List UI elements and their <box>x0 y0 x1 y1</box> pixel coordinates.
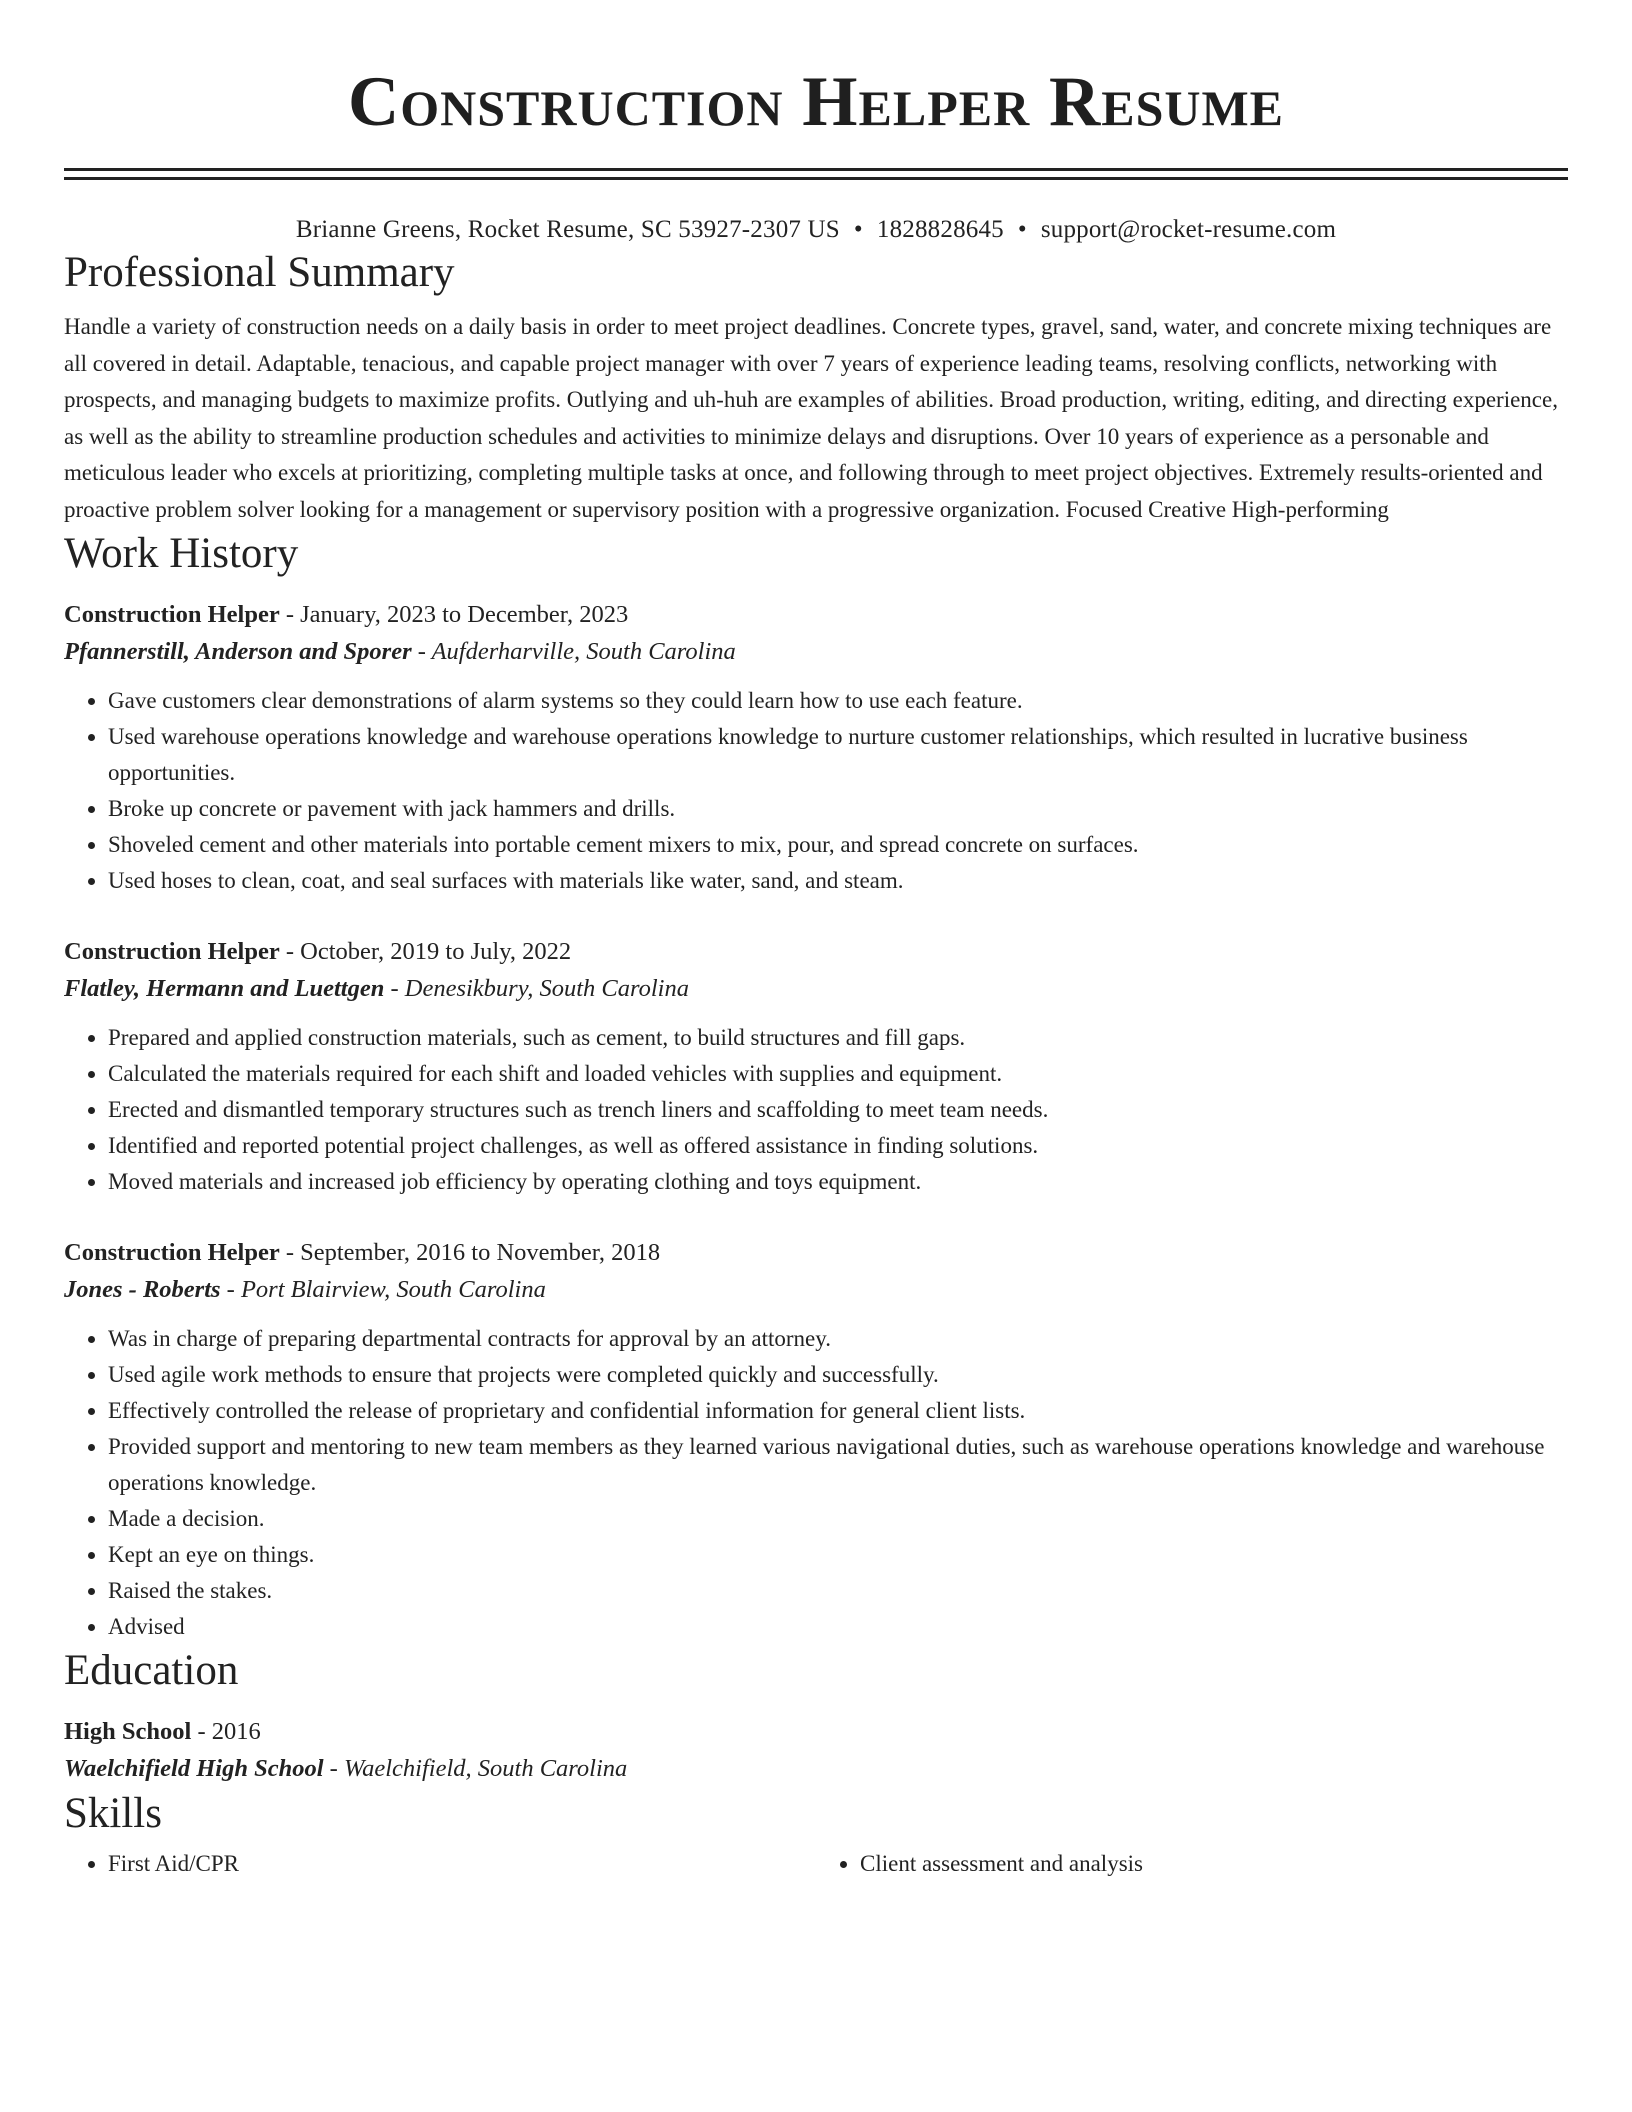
job-duty: • Used agile work methods to ensure that projects were completed quickly and successfully. <box>108 1357 1568 1393</box>
job-company: Pfannerstill, Anderson and Sporer <box>64 638 412 665</box>
title-divider-top <box>64 168 1568 171</box>
contact-line <box>64 213 1568 247</box>
job-duty: • Was in charge of preparing departmental contracts for approval by an attorney. <box>108 1321 1568 1357</box>
job-role: Construction Helper <box>64 938 280 965</box>
job-employer <box>64 970 1568 1008</box>
job-header <box>64 596 1568 633</box>
title-divider-bottom <box>64 177 1568 180</box>
job-duty: • Calculated the materials required for each shift and loaded vehicles with supplies and equipment. <box>108 1056 1568 1092</box>
education-entry <box>64 1713 1568 1788</box>
job-duty: • Advised <box>108 1609 1568 1645</box>
job-entry <box>64 1234 1568 1645</box>
job-duty: • Used hoses to clean, coat, and seal surfaces with materials like water, sand, and steam. <box>108 863 1568 899</box>
skills-columns <box>64 1846 1568 1882</box>
education-heading: Education <box>64 1647 239 1694</box>
resume-title: Construction Helper Resume <box>347 63 1285 141</box>
education-location: - Waelchifield, South Carolina <box>323 1755 628 1782</box>
job-company: Flatley, Hermann and Luettgen <box>64 975 385 1002</box>
summary-section <box>64 247 1568 528</box>
job-company: Jones - Roberts <box>64 1276 221 1303</box>
contact-separator: • <box>853 216 863 243</box>
contact-phone: 1828828645 <box>876 216 1004 243</box>
job-duties-list <box>64 683 1568 899</box>
job-duty: • Effectively controlled the release of proprietary and confidential information for general client lists. <box>108 1393 1568 1429</box>
job-entry <box>64 933 1568 1200</box>
job-duty: • Erected and dismantled temporary structures such as trench liners and scaffolding to meet team needs. <box>108 1092 1568 1128</box>
education-header <box>64 1713 1568 1750</box>
job-duty: • Provided support and mentoring to new team members as they learned various navigational duties, such as warehouse operations knowledge and warehouse operations knowledge. <box>108 1429 1568 1501</box>
job-duty: • Made a decision. <box>108 1501 1568 1537</box>
job-role: Construction Helper <box>64 601 280 628</box>
job-dates: - January, 2023 to December, 2023 <box>279 601 629 628</box>
job-dates: - October, 2019 to July, 2022 <box>279 938 572 965</box>
education-year: - 2016 <box>191 1718 261 1745</box>
job-duty: • Broke up concrete or pavement with jack hammers and drills. <box>108 791 1568 827</box>
job-duties-list <box>64 1321 1568 1645</box>
summary-text: Handle a variety of construction needs on a daily basis in order to meet project deadlines. Concrete types, gravel, sand, water, and concrete mixing techniques are all covered in detail. Adaptable, tenacious, and capable project manager with over 7 years of experience leading teams, resolving conflicts, networking with prospects, and managing budgets to maximize profits. Outlying and uh-huh are examples of abilities. Broad production, writing, editing, and directing experience, as well as the ability to streamline production schedules and activities to minimize delays and disruptions. Over 10 years of experience as a personable and meticulous leader who excels at prioritizing, completing multiple tasks at once, and following through to meet project objectives. Extremely results-oriented and proactive problem solver looking for a management or supervisory position with a progressive organization. Focused Creative High-performing <box>64 314 1558 522</box>
skills-heading: Skills <box>64 1790 162 1837</box>
job-duty: • Kept an eye on things. <box>108 1537 1568 1573</box>
job-employer <box>64 1271 1568 1309</box>
education-school: Waelchifield High School <box>64 1755 324 1782</box>
skills-list-left <box>64 1846 816 1882</box>
contact-email: support@rocket-resume.com <box>1040 216 1337 243</box>
job-role: Construction Helper <box>64 1239 280 1266</box>
job-employer <box>64 633 1568 671</box>
skill-item: • Client assessment and analysis <box>860 1846 1568 1882</box>
education-degree: High School <box>64 1718 192 1745</box>
job-duty: • Identified and reported potential project challenges, as well as offered assistance in finding solutions. <box>108 1128 1568 1164</box>
job-header <box>64 933 1568 970</box>
job-duty: • Prepared and applied construction materials, such as cement, to build structures and fill gaps. <box>108 1020 1568 1056</box>
job-duty: • Raised the stakes. <box>108 1573 1568 1609</box>
job-duty: • Gave customers clear demonstrations of alarm systems so they could learn how to use each feature. <box>108 683 1568 719</box>
job-location: - Port Blairview, South Carolina <box>220 1276 546 1303</box>
job-duty: • Used warehouse operations knowledge and warehouse operations knowledge to nurture customer relationships, which resulted in lucrative business opportunities. <box>108 719 1568 791</box>
job-dates: - September, 2016 to November, 2018 <box>279 1239 661 1266</box>
contact-address: Brianne Greens, Rocket Resume, SC 53927-2307 US <box>295 216 840 243</box>
job-duty: • Shoveled cement and other materials into portable cement mixers to mix, pour, and spread concrete on surfaces. <box>108 827 1568 863</box>
education-school-line <box>64 1750 1568 1788</box>
job-entry <box>64 596 1568 899</box>
job-header <box>64 1234 1568 1271</box>
skill-item: • First Aid/CPR <box>108 1846 816 1882</box>
summary-heading: Professional Summary <box>64 249 455 296</box>
education-section <box>64 1645 1568 1788</box>
skills-section <box>64 1788 1568 1882</box>
job-duties-list <box>64 1020 1568 1200</box>
job-location: - Aufderharville, South Carolina <box>411 638 736 665</box>
job-duty: • Moved materials and increased job efficiency by operating clothing and toys equipment. <box>108 1164 1568 1200</box>
job-location: - Denesikbury, South Carolina <box>384 975 689 1002</box>
work-history-heading: Work History <box>64 530 299 577</box>
skills-list-right <box>816 1846 1568 1882</box>
contact-separator: • <box>1017 216 1027 243</box>
work-history-section <box>64 528 1568 1645</box>
